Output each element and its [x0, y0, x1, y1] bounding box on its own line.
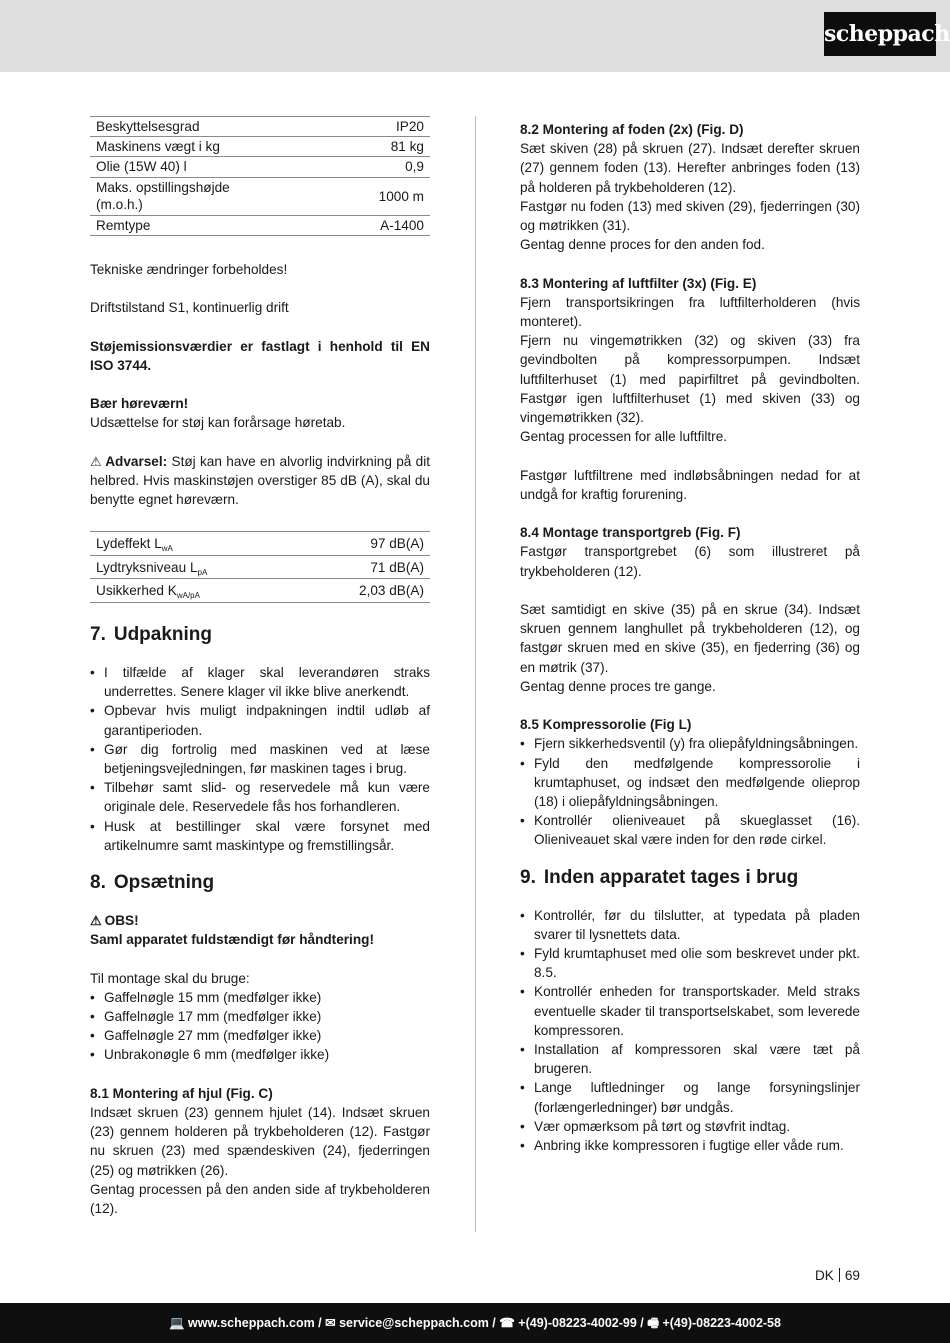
spec-value: 1000 m	[260, 177, 430, 215]
section-heading-9	[520, 866, 860, 890]
obs-text: OBS!	[104, 912, 139, 928]
table-row	[90, 137, 430, 157]
paragraph: Sæt skiven (28) på skruen (27). Indsæt derefter skruen (27) gennem foden (13). Herefter anbringes foden (13) på holderen på trykbeholderen (12).	[520, 141, 860, 195]
noise-label-text: Lydeffekt L	[96, 536, 162, 552]
paragraph: Fastgør luftfiltrene med indløbsåbningen nedad for at undgå for kraftig forurening.	[520, 467, 860, 502]
warning-text: Støj kan have en alvorlig indvirkning på dit helbred. Hvis maskinstøjen overstiger 85 dB (A), skal du benytte egnet høreværn.	[90, 453, 431, 508]
paragraph: Sæt samtidigt en skive (35) på en skrue (34). Indsæt skruen gennem langhullet på trykbeholderen (12), og fastgør skruen med en skive (35), en fjederring (36) og en møtrik (37).	[520, 602, 860, 675]
section-heading-8	[90, 871, 430, 895]
noise-label-text: Usikkerhed K	[96, 583, 177, 599]
before-use-list	[520, 906, 860, 1156]
list-item: • Opbevar hvis muligt indpakningen indtil udløb af garantiperioden.	[90, 701, 430, 739]
table-row	[90, 117, 430, 137]
subsection-heading: 8.1 Montering af hjul (Fig. C)	[90, 1085, 273, 1101]
oil-list	[520, 734, 860, 849]
page-separator	[839, 1268, 840, 1282]
spec-label: Olie (15W 40) l	[90, 157, 260, 177]
noise-label-sub: wA	[161, 544, 173, 554]
page-language: DK	[814, 1268, 834, 1283]
warning-icon: ⚠	[90, 912, 102, 928]
paragraph: Driftstilstand S1, kontinuerlig drift	[90, 300, 289, 316]
spec-value: 81 kg	[260, 137, 430, 157]
table-row	[90, 215, 430, 235]
list-item: • Gaffelnøgle 17 mm (medfølger ikke)	[90, 1007, 430, 1026]
spec-value: A-1400	[260, 215, 430, 235]
paragraph: Gentag processen på den anden side af trykbeholderen (12).	[90, 1181, 430, 1216]
obs-instruction: Saml apparatet fuldstændigt før håndtering!	[90, 932, 374, 948]
paragraph: Udsættelse for støj kan forårsage høretab.	[90, 415, 346, 431]
list-item: • Husk at bestillinger skal være forsynet med artikelnumre samt maskintype og fremstillingsår.	[90, 817, 430, 855]
noise-value: 71 dB(A)	[299, 555, 430, 579]
warning-icon: ⚠	[90, 453, 103, 469]
paragraph: Indsæt skruen (23) gennem hjulet (14). Indsæt skruen (23) gennem holderen på trykbeholderen (12). Fastgør nu skruen (23) med spændeskiven (24), fjederringen (25) og møtrikken (26).	[90, 1104, 430, 1178]
paragraph: Gentag processen for alle luftfiltre.	[520, 429, 728, 445]
table-row	[90, 555, 430, 579]
tools-list	[90, 988, 430, 1065]
hearing-protection-heading: Bær høreværn!	[90, 396, 189, 412]
list-item: • I tilfælde af klager skal leverandøren straks underrettes. Senere klager vil ikke blive anerkendt.	[90, 663, 430, 701]
list-item: • Fjern sikkerhedsventil (y) fra oliepåfyldningsåbningen.	[520, 734, 860, 753]
section-title: Inden apparatet tages i brug	[543, 866, 799, 888]
header-bar	[0, 0, 950, 72]
spec-value: IP20	[260, 117, 430, 137]
list-item: • Gør dig fortrolig med maskinen ved at læse betjeningsvejledningen, før maskinen tages i brug.	[90, 740, 430, 778]
list-item: • Kontrollér enheden for transportskader. Meld straks eventuelle skader til transportselskabet, som leverede kompressoren.	[520, 982, 860, 1040]
spec-table	[90, 116, 430, 236]
list-item: • Tilbehør samt slid- og reservedele må kun være originale dele. Reservedele fås hos forhandleren.	[90, 778, 430, 816]
spec-label: Maks. opstillingshøjde (m.o.h.)	[90, 177, 260, 215]
noise-label	[90, 579, 299, 603]
right-column	[520, 120, 860, 1155]
table-row	[90, 157, 430, 177]
list-item: • Installation af kompressoren skal være tæt på brugeren.	[520, 1040, 860, 1078]
list-item: • Kontrollér olieniveauet på skueglasset (16). Olieniveauet skal være inden for den røde cirkel.	[520, 811, 860, 849]
subsection-heading: 8.4 Montage transportgreb (Fig. F)	[520, 525, 741, 541]
section-title: Opsætning	[113, 871, 215, 893]
paragraph: Fastgør nu foden (13) med skiven (29), fjederringen (30) og møtrikken (31).	[520, 198, 860, 234]
page-number-value: 69	[844, 1268, 860, 1283]
page-number	[815, 1266, 860, 1285]
noise-value: 97 dB(A)	[299, 532, 430, 556]
warning-label: Advarsel:	[105, 453, 168, 469]
paragraph-bold: Støjemissionsværdier er fastlagt i henhold til EN ISO 3744.	[90, 338, 430, 373]
noise-table	[90, 531, 430, 603]
subsection-heading: 8.3 Montering af luftfilter (3x) (Fig. E)	[520, 275, 757, 291]
footer-contact-bar: 💻 www.scheppach.com / ✉ service@scheppach.com / ☎ +(49)-08223-4002-99 / 🖷 +(49)-08223-4002-58	[0, 1303, 950, 1343]
list-item: • Anbring ikke kompressoren i fugtige eller våde rum.	[520, 1136, 860, 1155]
brand-logo: scheppach	[824, 12, 936, 56]
column-divider	[475, 116, 476, 1232]
section-number: 7.	[90, 623, 106, 645]
paragraph: Gentag denne proces tre gange.	[520, 678, 716, 694]
paragraph: Gentag denne proces for den anden fod.	[520, 237, 765, 253]
table-row	[90, 579, 430, 603]
section-number: 8.	[90, 871, 106, 893]
list-item: • Unbrakonøgle 6 mm (medfølger ikke)	[90, 1045, 430, 1064]
obs-label	[90, 911, 430, 930]
spec-label: Maskinens vægt i kg	[90, 137, 260, 157]
noise-value: 2,03 dB(A)	[299, 579, 430, 603]
subsection-heading: 8.5 Kompressorolie (Fig L)	[520, 717, 692, 733]
list-item: • Fyld den medfølgende kompressorolie i krumtaphuset, og indsæt den medfølgende olieprop (18) i oliepåfyldningsåbningen.	[520, 754, 860, 812]
left-column	[90, 116, 430, 1218]
table-row	[90, 532, 430, 556]
spec-label: Remtype	[90, 215, 260, 235]
subsection-heading: 8.2 Montering af foden (2x) (Fig. D)	[520, 122, 744, 137]
unpacking-list	[90, 663, 430, 855]
paragraph: Fjern transportsikringen fra luftfilterholderen (hvis monteret).	[520, 294, 860, 330]
paragraph: Fastgør transportgrebet (6) som illustreret på trykbeholderen (12).	[520, 544, 860, 579]
paragraph: Tekniske ændringer forbeholdes!	[90, 261, 288, 277]
noise-label	[90, 532, 299, 556]
section-heading-7	[90, 623, 430, 647]
noise-label	[90, 555, 299, 579]
list-item: • Fyld krumtaphuset med olie som beskrevet under pkt. 8.5.	[520, 944, 860, 982]
section-number: 9.	[520, 866, 536, 888]
noise-label-sub: pA	[197, 567, 208, 577]
noise-label-sub: wA/pA	[176, 591, 200, 601]
spec-label: Beskyttelsesgrad	[90, 117, 260, 137]
section-title: Udpakning	[113, 623, 213, 645]
warning-paragraph	[90, 452, 430, 510]
table-row	[90, 177, 430, 215]
noise-label-text: Lydtryksniveau L	[96, 559, 198, 575]
tools-intro: Til montage skal du bruge:	[90, 970, 250, 986]
paragraph: Fjern nu vingemøtrikken (32) og skiven (33) fra gevindbolten på kompressorpumpen. Indsæt luftfilterhuset (1) med papirfiltret på gevindbolten. Fastgør igen luftfilterhuset (1) med skiven (33) og vingemøtrikken (32).	[520, 333, 860, 426]
list-item: • Gaffelnøgle 27 mm (medfølger ikke)	[90, 1026, 430, 1045]
list-item: • Gaffelnøgle 15 mm (medfølger ikke)	[90, 988, 430, 1007]
list-item: • Lange luftledninger og lange forsyningslinjer (forlængerledninger) bør undgås.	[520, 1078, 860, 1116]
spec-value: 0,9	[260, 157, 430, 177]
list-item: • Vær opmærksom på tørt og støvfrit indtag.	[520, 1117, 860, 1136]
list-item: • Kontrollér, før du tilslutter, at typedata på pladen svarer til lysnettets data.	[520, 906, 860, 944]
